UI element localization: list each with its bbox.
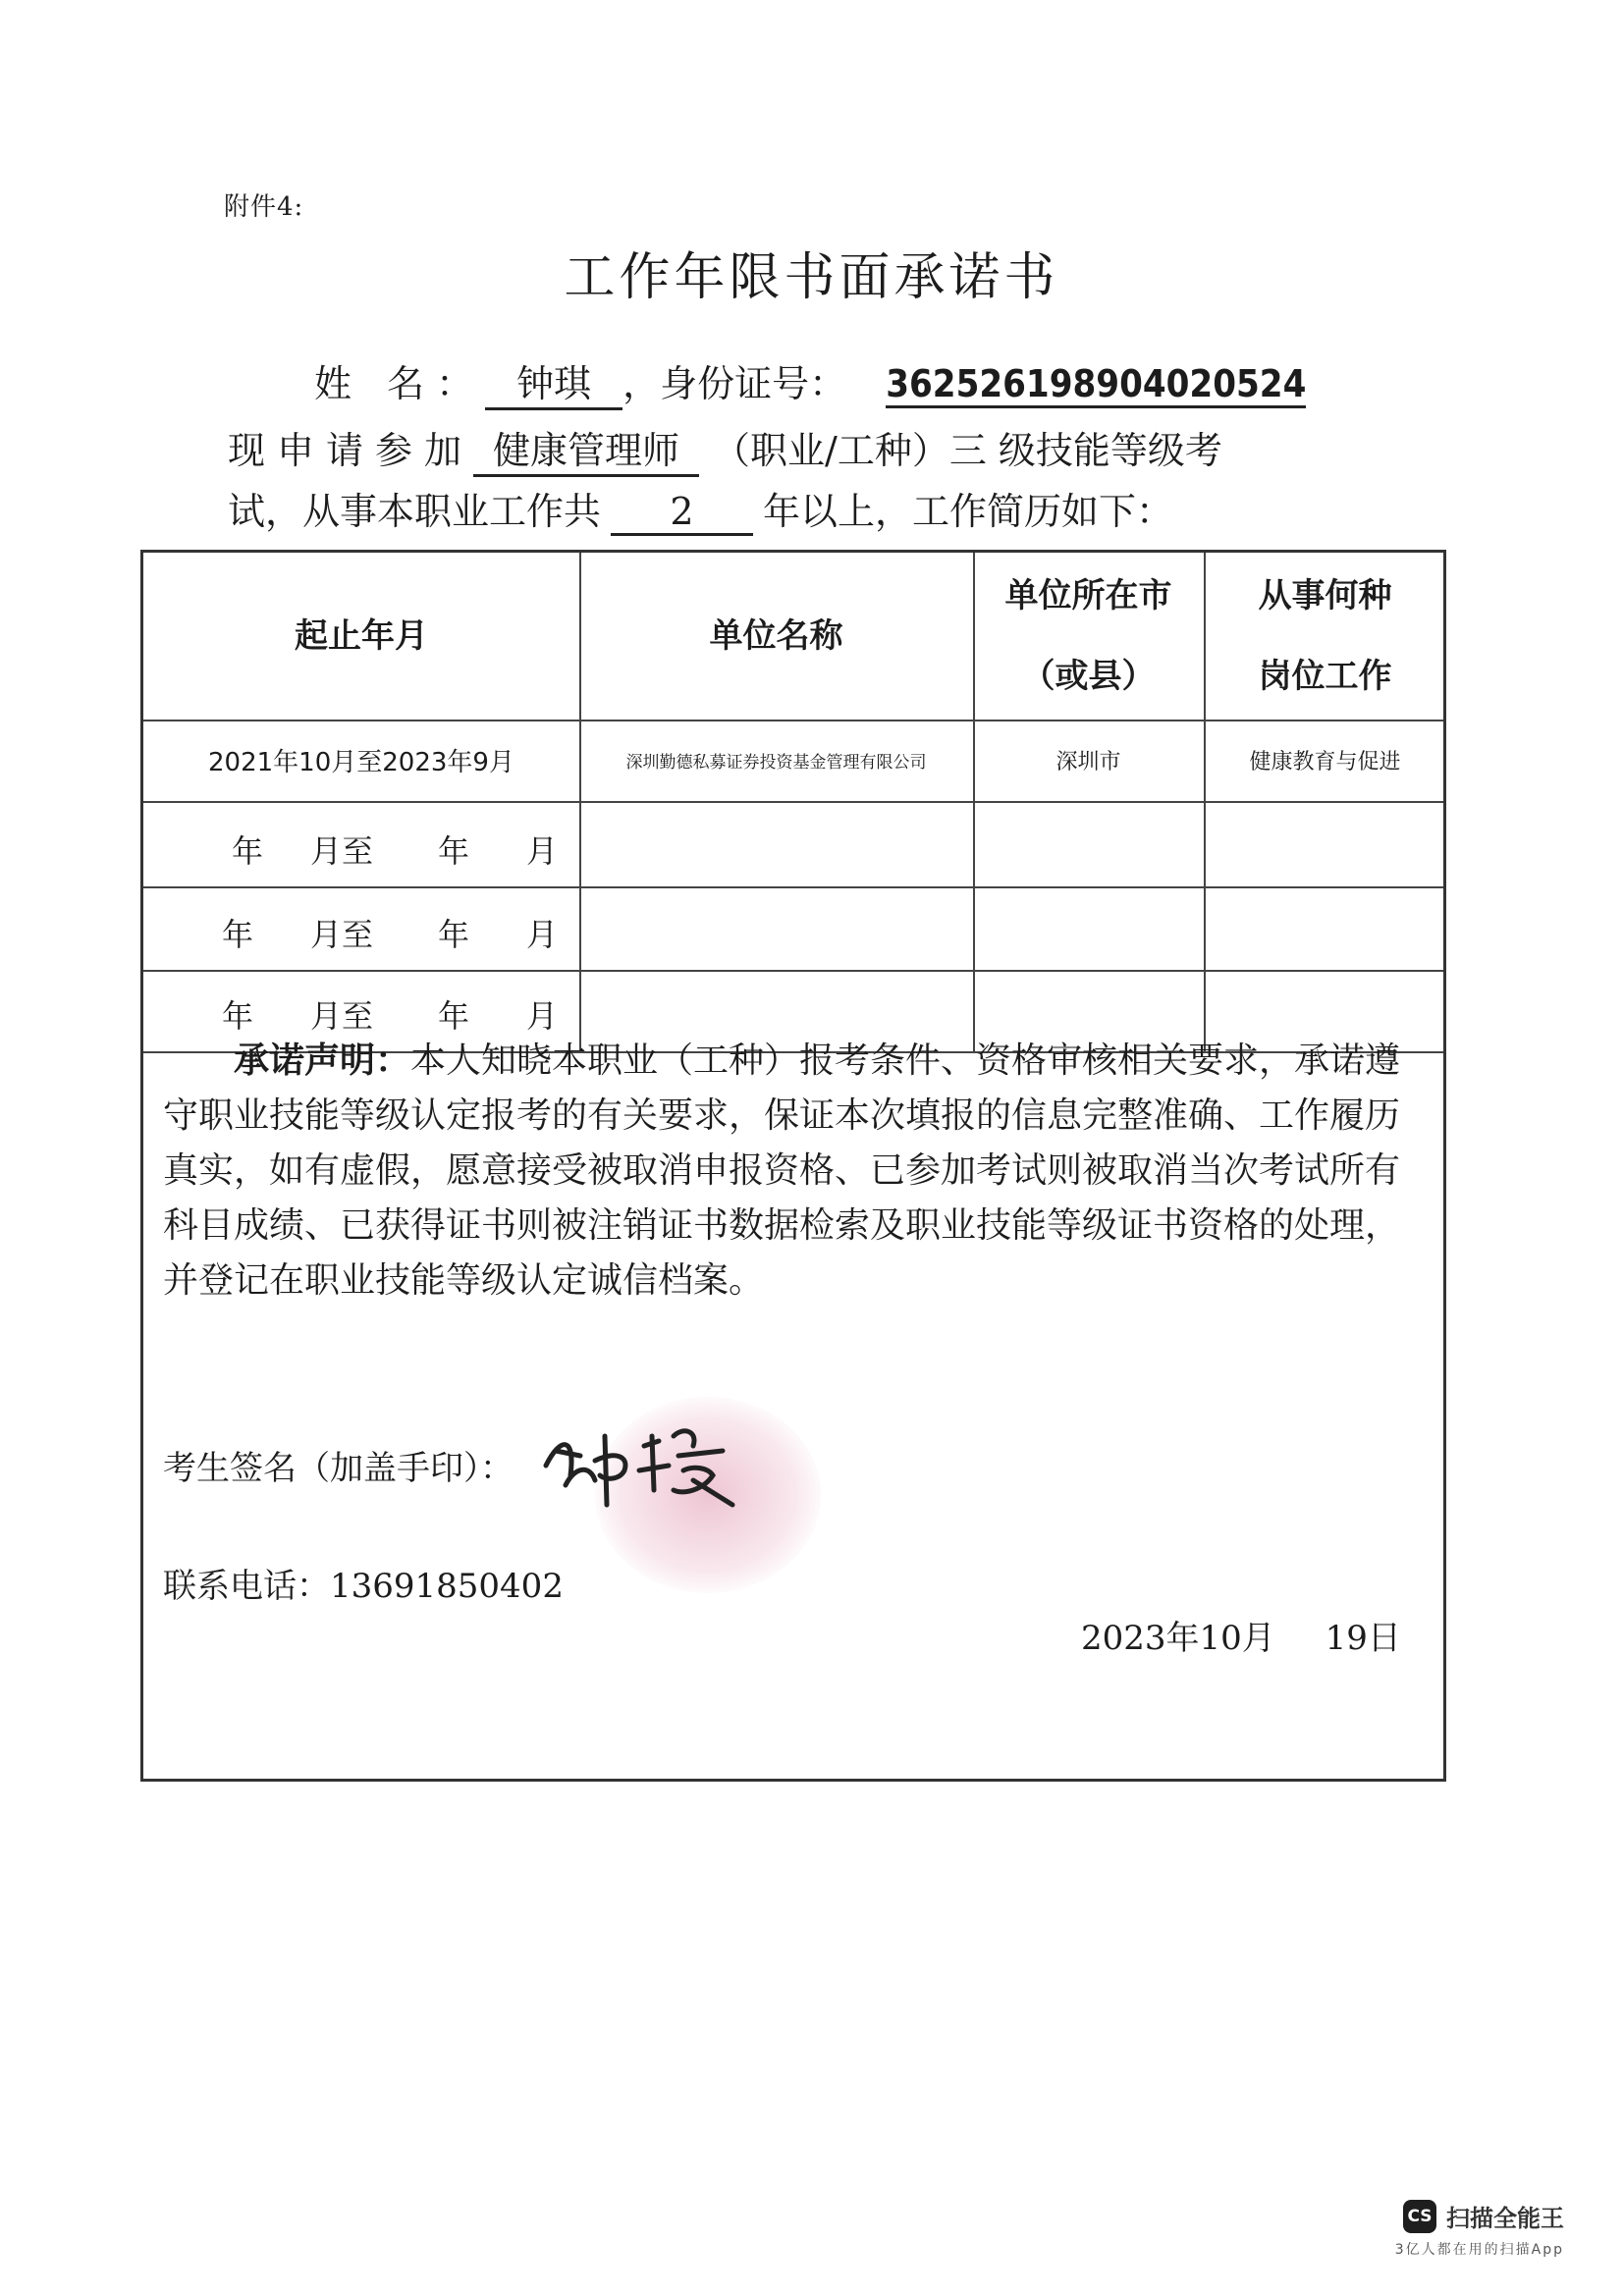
phone-value: 13691850402 [330,1567,564,1606]
work-history-table [140,550,1446,1782]
id-label: ，身份证号： [622,362,847,405]
phone-label: 联系电话： [163,1567,330,1606]
header-city-line1: 单位所在市 [1004,576,1172,615]
row1-period: 2021年10月至2023年9月 [208,748,514,777]
header-job-line2: 岗位工作 [1258,657,1392,696]
date-year-month: 2023年10月 [1081,1619,1275,1658]
name-label: 姓 名： [314,362,486,405]
row1-city: 深圳市 [1055,750,1121,774]
apply-suffix: （职业/工种）三 级技能等级考 [713,429,1222,472]
handwritten-signature [536,1397,752,1519]
phone-line [163,1559,564,1607]
blank-row-period: 年 月至 年 月 [222,997,559,1035]
declaration [163,1034,1420,1308]
signed-date [1081,1611,1401,1659]
apply-prefix: 现申请参加 [228,429,474,472]
header-job-line1: 从事何种 [1258,576,1392,615]
application-line [228,420,1222,477]
blank-row-period: 年 月至 年 月 [222,916,559,953]
header-job [1204,553,1446,720]
applicant-line [314,353,1306,410]
header-period: 起止年月 [295,616,428,656]
name-value: 钟琪 [485,353,622,410]
occupation-value: 健康管理师 [473,420,699,477]
id-number: 362526198904020524 [886,362,1306,408]
date-day: 19日 [1325,1619,1401,1658]
camscanner-icon: CS [1403,2200,1436,2233]
declaration-lead: 承诺声明： [234,1041,411,1081]
scanner-watermark [1395,2199,1564,2259]
years-value: 2 [611,490,753,536]
watermark-tagline: 3亿人都在用的扫描App [1394,2242,1564,2258]
row1-company: 深圳勤德私募证券投资基金管理有限公司 [625,753,927,773]
header-company: 单位名称 [709,616,843,656]
blank-row-period: 年 月至 年 月 [232,832,559,870]
years-suffix: 年以上，工作简历如下： [763,490,1174,533]
header-city-line2: （或县） [1021,657,1156,696]
attachment-label: 附件4: [224,192,304,222]
watermark-name: 扫描全能王 [1446,2205,1564,2232]
row1-job: 健康教育与促进 [1249,750,1401,774]
years-prefix: 试，从事本职业工作共 [228,490,602,533]
years-line [228,481,1173,536]
document-title: 工作年限书面承诺书 [564,248,1059,307]
header-city [973,553,1204,720]
declaration-text: 本人知晓本职业（工种）报考条件、资格审核相关要求，承诺遵守职业技能等级认定报考的有关要求，保证本次填报的信息完整准确、工作履历真实，如有虚假，愿意接受被取消申报资格、已参加考试则被取消当次考试所有科目成绩、已获得证书则被注销证书数据检索及职业技能等级证书资格的处理，并登记在职业技能等级认定诚信档案。 [163,1041,1401,1301]
signature-label: 考生签名（加盖手印）： [163,1449,514,1488]
